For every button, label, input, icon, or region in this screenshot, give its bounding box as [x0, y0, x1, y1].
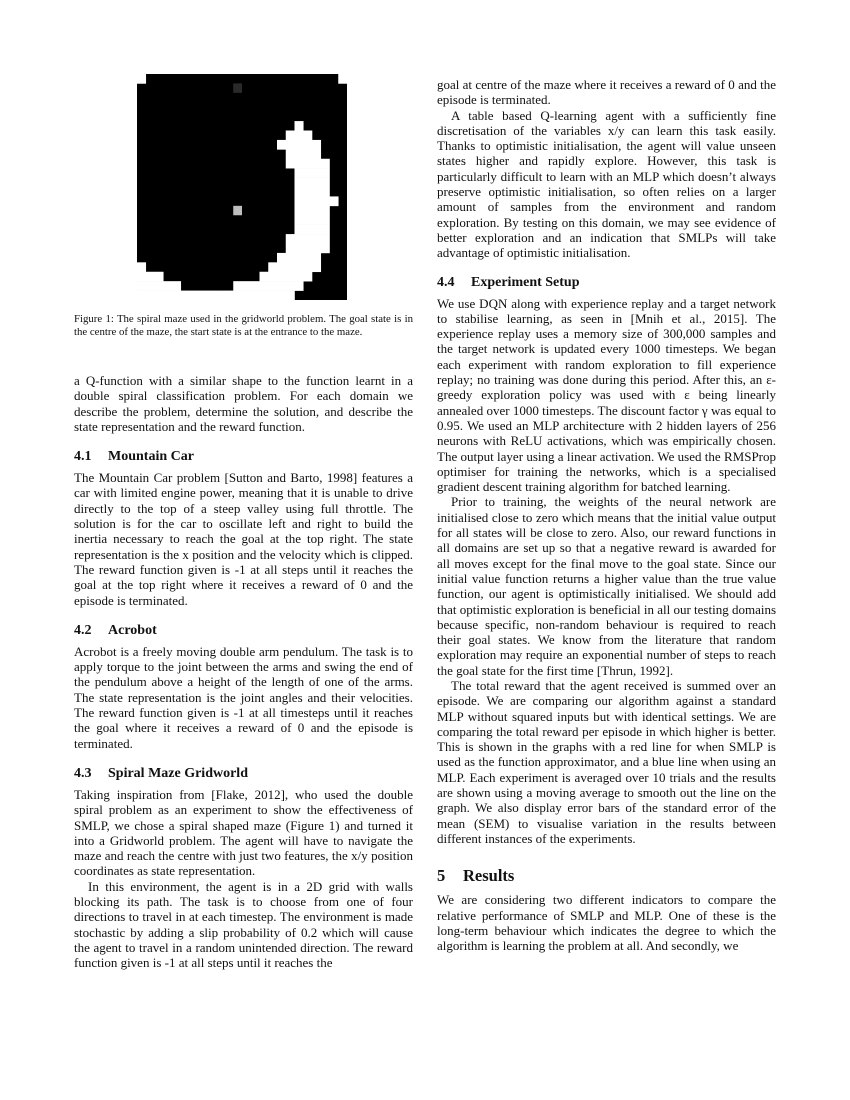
maze-path-cell	[303, 149, 312, 159]
maze-path-cell	[286, 272, 295, 282]
maze-path-cell	[260, 291, 269, 300]
maze-path-cell	[321, 178, 330, 188]
maze-path-cell	[137, 74, 146, 84]
maze-path-cell	[312, 262, 321, 272]
maze-path-cell	[303, 140, 312, 150]
maze-path-cell	[303, 206, 312, 216]
maze-path-cell	[303, 168, 312, 178]
maze-path-cell	[286, 281, 295, 291]
maze-goal-cell	[233, 206, 242, 215]
maze-path-cell	[207, 291, 216, 300]
maze-path-cell	[295, 187, 304, 197]
maze-path-cell	[303, 178, 312, 188]
maze-path-cell	[321, 196, 330, 206]
maze-path-cell	[155, 291, 164, 300]
maze-path-cell	[146, 272, 155, 282]
maze-path-cell	[277, 291, 286, 300]
maze-path-cell	[137, 272, 146, 282]
section-heading-5	[437, 866, 776, 886]
maze-path-cell	[295, 140, 304, 150]
maze-path-cell	[251, 291, 260, 300]
maze-path-cell	[321, 187, 330, 197]
maze-path-cell	[286, 234, 295, 244]
maze-path-cell	[286, 140, 295, 150]
figure-caption: Figure 1: The spiral maze used in the gridworld problem. The goal state is in the centre of the maze, the start state is at the entrance to the maze.	[74, 313, 413, 338]
maze-path-cell	[312, 140, 321, 150]
maze-path-cell	[303, 196, 312, 206]
maze-path-cell	[295, 272, 304, 282]
maze-path-cell	[181, 291, 190, 300]
maze-path-cell	[277, 253, 286, 263]
maze-path-cell	[312, 244, 321, 254]
maze-path-cell	[268, 291, 277, 300]
section-title: Spiral Maze Gridworld	[108, 765, 248, 781]
maze-path-cell	[277, 281, 286, 291]
maze-path-cell	[155, 281, 164, 291]
maze-path-cell	[233, 291, 242, 300]
maze-path-cell	[225, 291, 234, 300]
maze-path-cell	[295, 178, 304, 188]
maze-path-cell	[295, 131, 304, 141]
maze-path-cell	[295, 234, 304, 244]
maze-path-cell	[303, 272, 312, 282]
section-heading-4-2	[74, 622, 413, 639]
section-title: Experiment Setup	[471, 274, 580, 290]
maze-path-cell	[146, 291, 155, 300]
maze-path-cell	[260, 281, 269, 291]
figure-1	[74, 74, 413, 339]
maze-path-cell	[303, 253, 312, 263]
section-heading-4-3	[74, 765, 413, 782]
maze-path-cell	[321, 234, 330, 244]
maze-path-cell	[312, 178, 321, 188]
maze-path-cell	[137, 262, 146, 272]
maze-path-cell	[303, 131, 312, 141]
results-paragraph: We are considering two different indicators to compare the relative performance of SMLP and MLP. One of these is the long-term behaviour which indicates the degree to which the algorithm is learning the problem at all. And secondly, we	[437, 892, 776, 954]
maze-path-cell	[312, 149, 321, 159]
maze-path-cell	[216, 291, 225, 300]
maze-path-cell	[312, 234, 321, 244]
maze-path-cell	[312, 225, 321, 235]
section-number: 5	[437, 866, 446, 886]
maze-path-cell	[268, 262, 277, 272]
maze-path-cell	[268, 272, 277, 282]
spiral-maze-figure	[137, 74, 347, 300]
section-number: 4.2	[74, 622, 92, 638]
maze-path-cell	[286, 291, 295, 300]
experiment-setup-paragraph-3: The total reward that the agent received is summed over an episode. We are comparing our algorithm against a standard MLP without squared inputs but with identical settings. We are comparing the total reward per episode in which higher is better. This is shown in the graphs with a red line for when SMLP is used as the function approximator, and a blue line when using an MLP. Each experiment is averaged over 10 trials and the results are shown using a moving average to smooth out the line on the graph. We also display error bars of the standard error of the mean (SEM) to visualise variation in the results between different instances of the experiments.	[437, 677, 776, 846]
maze-path-cell	[321, 244, 330, 254]
intro-paragraph: a Q-function with a similar shape to the function learnt in a double spiral classification problem. For each domain we describe the problem, determine the solution, and describe the state representation and the reward function.	[74, 373, 413, 434]
maze-path-cell	[303, 234, 312, 244]
maze-path-cell	[295, 253, 304, 263]
maze-path-cell	[312, 196, 321, 206]
maze-path-cell	[295, 149, 304, 159]
maze-path-cell	[303, 262, 312, 272]
mountain-car-paragraph: The Mountain Car problem [Sutton and Barto, 1998] features a car with limited engine power, meaning that it is unable to drive directly to the top of a steep valley using full throttle. The solution is for the car to oscillate left and right to build the inertia necessary to reach the goal at the top right. The state representation is the x position and the velocity which is clipped. The reward function given is -1 at all steps until it reaches the goal at the top right where it receives a reward of 0 and the episode is terminated.	[74, 470, 413, 608]
maze-path-cell	[303, 244, 312, 254]
left-column	[74, 74, 413, 971]
section-number: 4.3	[74, 765, 92, 781]
maze-path-cell	[295, 206, 304, 216]
maze-path-cell	[233, 281, 242, 291]
maze-path-cell	[312, 253, 321, 263]
maze-path-cell	[303, 215, 312, 225]
maze-path-cell	[303, 225, 312, 235]
spiral-maze-paragraph-2: In this environment, the agent is in a 2D grid with walls blocking its path. The task is to choose from one of four directions to travel in at each timestep. The environment is made stochastic by adding a slip probability of 0.2 which will cause the agent to travel in a random unintended direction. The reward function given is -1 at all steps until it reaches the	[74, 878, 413, 971]
maze-path-cell	[172, 281, 181, 291]
section-title: Acrobot	[108, 622, 157, 638]
maze-path-cell	[312, 215, 321, 225]
maze-path-cell	[286, 131, 295, 141]
section-heading-4-4	[437, 274, 776, 291]
maze-path-cell	[286, 244, 295, 254]
maze-path-cell	[163, 291, 172, 300]
right-column	[437, 77, 776, 953]
section-heading-4-1	[74, 448, 413, 465]
maze-path-cell	[163, 281, 172, 291]
maze-path-cell	[155, 272, 164, 282]
maze-path-cell	[295, 196, 304, 206]
section-number: 4.4	[437, 274, 455, 290]
q-learning-paragraph: A table based Q-learning agent with a sufficiently fine discretisation of the variables x/y can learn this task easily. Thanks to optimistic initialisation, the agent will value unseen states higher and rapidly explore. However, this task is particularly difficult to learn with an MLP which doesn’t always preserve optimistic initialisation, so often relies on a larger amount of samples from the environment and random exploration. By testing on this domain, we may see evidence of better exploration and an indication that SMLPs will take advantage of optimistic initialisation.	[437, 107, 776, 261]
maze-path-cell	[295, 281, 304, 291]
experiment-setup-paragraph-1: We use DQN along with experience replay and a target network to stabilise learning, as seen in [Mnih et al., 2015]. The experience replay uses a memory size of 300,000 samples and the target network is updated every 1000 timesteps. We began each experiment with random exploration to fill experience replay; no training was done during this period. After this, an ε-greedy exploration policy was used with ε being linearly annealed over 1000 timesteps. The discount factor γ was equal to 0.95. We used an MLP architecture with 2 hidden layers of 256 neurons with ReLU activations, which was empirically chosen. The output layer using a linear activation. We used the RMSProp optimiser for training the networks, which is a specialised gradient descent training algorithm for batched learning.	[437, 295, 776, 495]
section-number: 4.1	[74, 449, 92, 465]
maze-path-cell	[321, 159, 330, 169]
maze-path-cell	[242, 281, 251, 291]
maze-path-cell	[286, 262, 295, 272]
maze-path-cell	[286, 159, 295, 169]
section-title: Mountain Car	[108, 449, 194, 465]
maze-path-cell	[260, 272, 269, 282]
experiment-setup-paragraph-2: Prior to training, the weights of the neural network are initialised close to zero which means that the initial value output for all states will be close to zero. Also, our reward functions in all domains are set up so that a negative reward is awarded for all moves except for the final move to the goal state. Since our initial value function returns a higher value than the true value function, our agent is optimistically initialised. We should add that optimistic exploration is beneficial in all our testing domains because specific, non-random behaviour is required to reach their goal states. We know from the literature that random exploration may require an exponential number of steps to reach the goal state for the first time [Thrun, 1992].	[437, 494, 777, 678]
maze-path-cell	[303, 187, 312, 197]
maze-path-cell	[321, 206, 330, 216]
continuation-paragraph: goal at centre of the maze where it receives a reward of 0 and the episode is terminated.	[437, 77, 776, 108]
spiral-maze-paragraph-1: Taking inspiration from [Flake, 2012], who used the double spiral problem as an experiment to show the effectiveness of SMLP, we chose a spiral shaped maze (Figure 1) and turned it into a Gridworld problem. The agent will have to navigate the maze and reach the centre with just two features, the x/y position coordinates as state representation.	[74, 786, 413, 879]
maze-path-cell	[137, 291, 146, 300]
maze-path-cell	[312, 168, 321, 178]
maze-path-cell	[251, 281, 260, 291]
maze-path-cell	[190, 291, 199, 300]
section-title: Results	[463, 866, 515, 886]
maze-path-cell	[321, 225, 330, 235]
maze-path-cell	[312, 206, 321, 216]
maze-path-cell	[277, 272, 286, 282]
maze-path-cell	[242, 291, 251, 300]
maze-path-cell	[321, 215, 330, 225]
acrobot-paragraph: Acrobot is a freely moving double arm pendulum. The task is to apply torque to the joint between the arms and swing the end of the pendulum above a height of the length of one of the arms. The state representation is the joint angles and their velocities. The reward function given is -1 at all timesteps until it reaches the goal where it receives a reward of 0 and the episode is terminated.	[74, 643, 413, 751]
maze-path-cell	[286, 149, 295, 159]
maze-path-cell	[303, 159, 312, 169]
maze-path-cell	[295, 168, 304, 178]
maze-path-cell	[286, 253, 295, 263]
maze-path-cell	[277, 262, 286, 272]
maze-path-cell	[338, 74, 347, 84]
maze-path-cell	[312, 159, 321, 169]
maze-path-cell	[295, 244, 304, 254]
maze-path-cell	[295, 225, 304, 235]
maze-path-cell	[330, 196, 339, 206]
maze-path-cell	[268, 281, 277, 291]
maze-start-cell	[233, 83, 242, 92]
maze-path-cell	[137, 281, 146, 291]
maze-path-cell	[198, 291, 207, 300]
maze-path-cell	[295, 121, 304, 131]
maze-path-cell	[312, 187, 321, 197]
maze-path-cell	[295, 262, 304, 272]
maze-path-cell	[321, 168, 330, 178]
maze-path-cell	[277, 140, 286, 150]
maze-path-cell	[295, 215, 304, 225]
maze-path-cell	[146, 281, 155, 291]
maze-path-cell	[172, 291, 181, 300]
maze-path-cell	[295, 159, 304, 169]
